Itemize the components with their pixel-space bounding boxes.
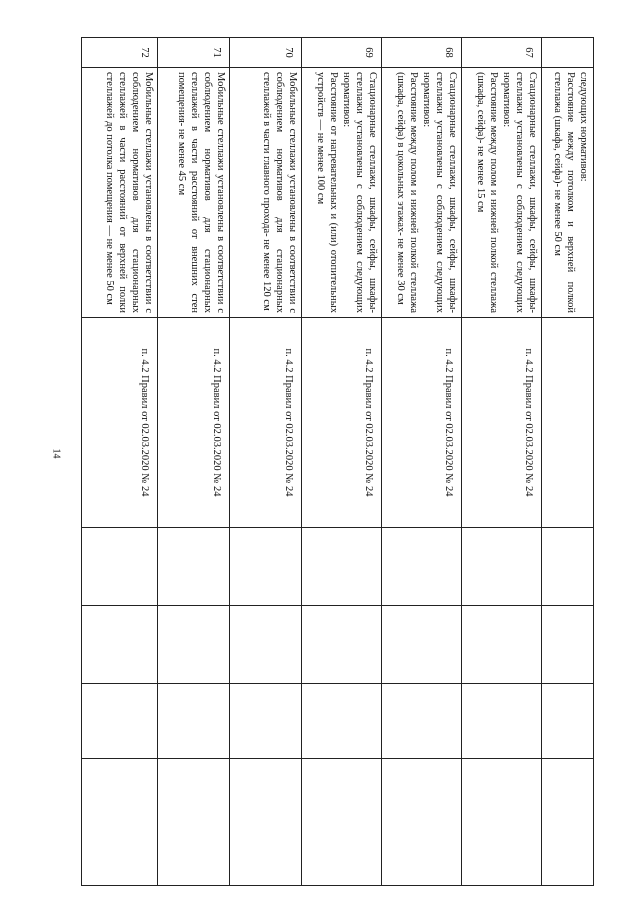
row-number: 72 <box>82 38 158 68</box>
answer-cell <box>302 606 382 684</box>
reference-cell: п. 4.2 Правил от 02.03.2020 № 24 <box>382 318 462 528</box>
table-row <box>382 38 462 886</box>
checklist-table <box>81 37 594 886</box>
answer-cell <box>82 684 158 759</box>
answer-cell <box>542 606 594 684</box>
answer-cell <box>302 759 382 886</box>
table-row <box>158 38 230 886</box>
answer-cell <box>382 606 462 684</box>
reference-cell: п. 4.2 Правил от 02.03.2020 № 24 <box>82 318 158 528</box>
row-number: 71 <box>158 38 230 68</box>
answer-cell <box>542 528 594 606</box>
row-number: 69 <box>302 38 382 68</box>
requirement-cell: следующих нормативов: Расстояние между потолком и верхней полкой стеллажа (шкафа, сейфа)- не менее 50 см <box>542 68 594 318</box>
answer-cell <box>462 684 542 759</box>
answer-cell <box>82 606 158 684</box>
answer-cell <box>302 528 382 606</box>
row-number: 67 <box>462 38 542 68</box>
answer-cell <box>82 528 158 606</box>
answer-cell <box>542 759 594 886</box>
reference-cell: п. 4.2 Правил от 02.03.2020 № 24 <box>158 318 230 528</box>
reference-cell: п. 4.2 Правил от 02.03.2020 № 24 <box>302 318 382 528</box>
answer-cell <box>158 684 230 759</box>
row-number <box>542 38 594 68</box>
answer-cell <box>462 759 542 886</box>
answer-cell <box>382 528 462 606</box>
checklist-table-wrapper <box>82 37 594 885</box>
requirement-cell: Стационарные стеллажи, шкафы, сейфы, шкафы-стеллажи установлены с соблюдением следующих нормативов: Расстояние от нагревательных и (или) отопительных устройств — не менее 100 см <box>302 68 382 318</box>
table-row <box>462 38 542 886</box>
reference-cell: п. 4.2 Правил от 02.03.2020 № 24 <box>462 318 542 528</box>
row-number: 70 <box>230 38 302 68</box>
answer-cell <box>230 606 302 684</box>
requirement-cell: Мобильные стеллажи установлены в соответствии с соблюдением нормативов для стационарных стеллажей в части расстояний от внешних стен помещения- не менее 45 см <box>158 68 230 318</box>
answer-cell <box>382 684 462 759</box>
answer-cell <box>230 684 302 759</box>
requirement-cell: Мобильные стеллажи установлены в соответствии с соблюдением нормативов для стационарных стеллажей в части главного прохода- не менее 120 см <box>230 68 302 318</box>
answer-cell <box>82 759 158 886</box>
answer-cell <box>462 528 542 606</box>
page-number: 14 <box>50 448 62 459</box>
row-number: 68 <box>382 38 462 68</box>
answer-cell <box>542 684 594 759</box>
answer-cell <box>382 759 462 886</box>
table-row <box>542 38 594 886</box>
requirement-cell: Мобильные стеллажи установлены в соответствии с соблюдением нормативов для стационарных стеллажей в части расстояний от верхней полки стеллажей до потолка помещения — не менее 50 см <box>82 68 158 318</box>
table-row <box>302 38 382 886</box>
answer-cell <box>302 684 382 759</box>
answer-cell <box>158 759 230 886</box>
reference-cell: п. 4.2 Правил от 02.03.2020 № 24 <box>230 318 302 528</box>
table-row <box>230 38 302 886</box>
answer-cell <box>158 528 230 606</box>
answer-cell <box>158 606 230 684</box>
answer-cell <box>230 528 302 606</box>
answer-cell <box>462 606 542 684</box>
requirement-cell: Стационарные стеллажи, шкафы, сейфы, шкафы-стеллажи установлены с соблюдением следующих нормативов: Расстояние между полом и нижней полкой стеллажа (шкафа, сейфа)- не менее 15 см <box>462 68 542 318</box>
table-row <box>82 38 158 886</box>
answer-cell <box>230 759 302 886</box>
reference-cell <box>542 318 594 528</box>
requirement-cell: Стационарные стеллажи, шкафы, сейфы, шкафы-стеллажи установлены с соблюдением следующих нормативов: Расстояние между полом и нижней полкой стеллажа (шкафа, сейфа) в цокольных этажах- не менее 30 см <box>382 68 462 318</box>
